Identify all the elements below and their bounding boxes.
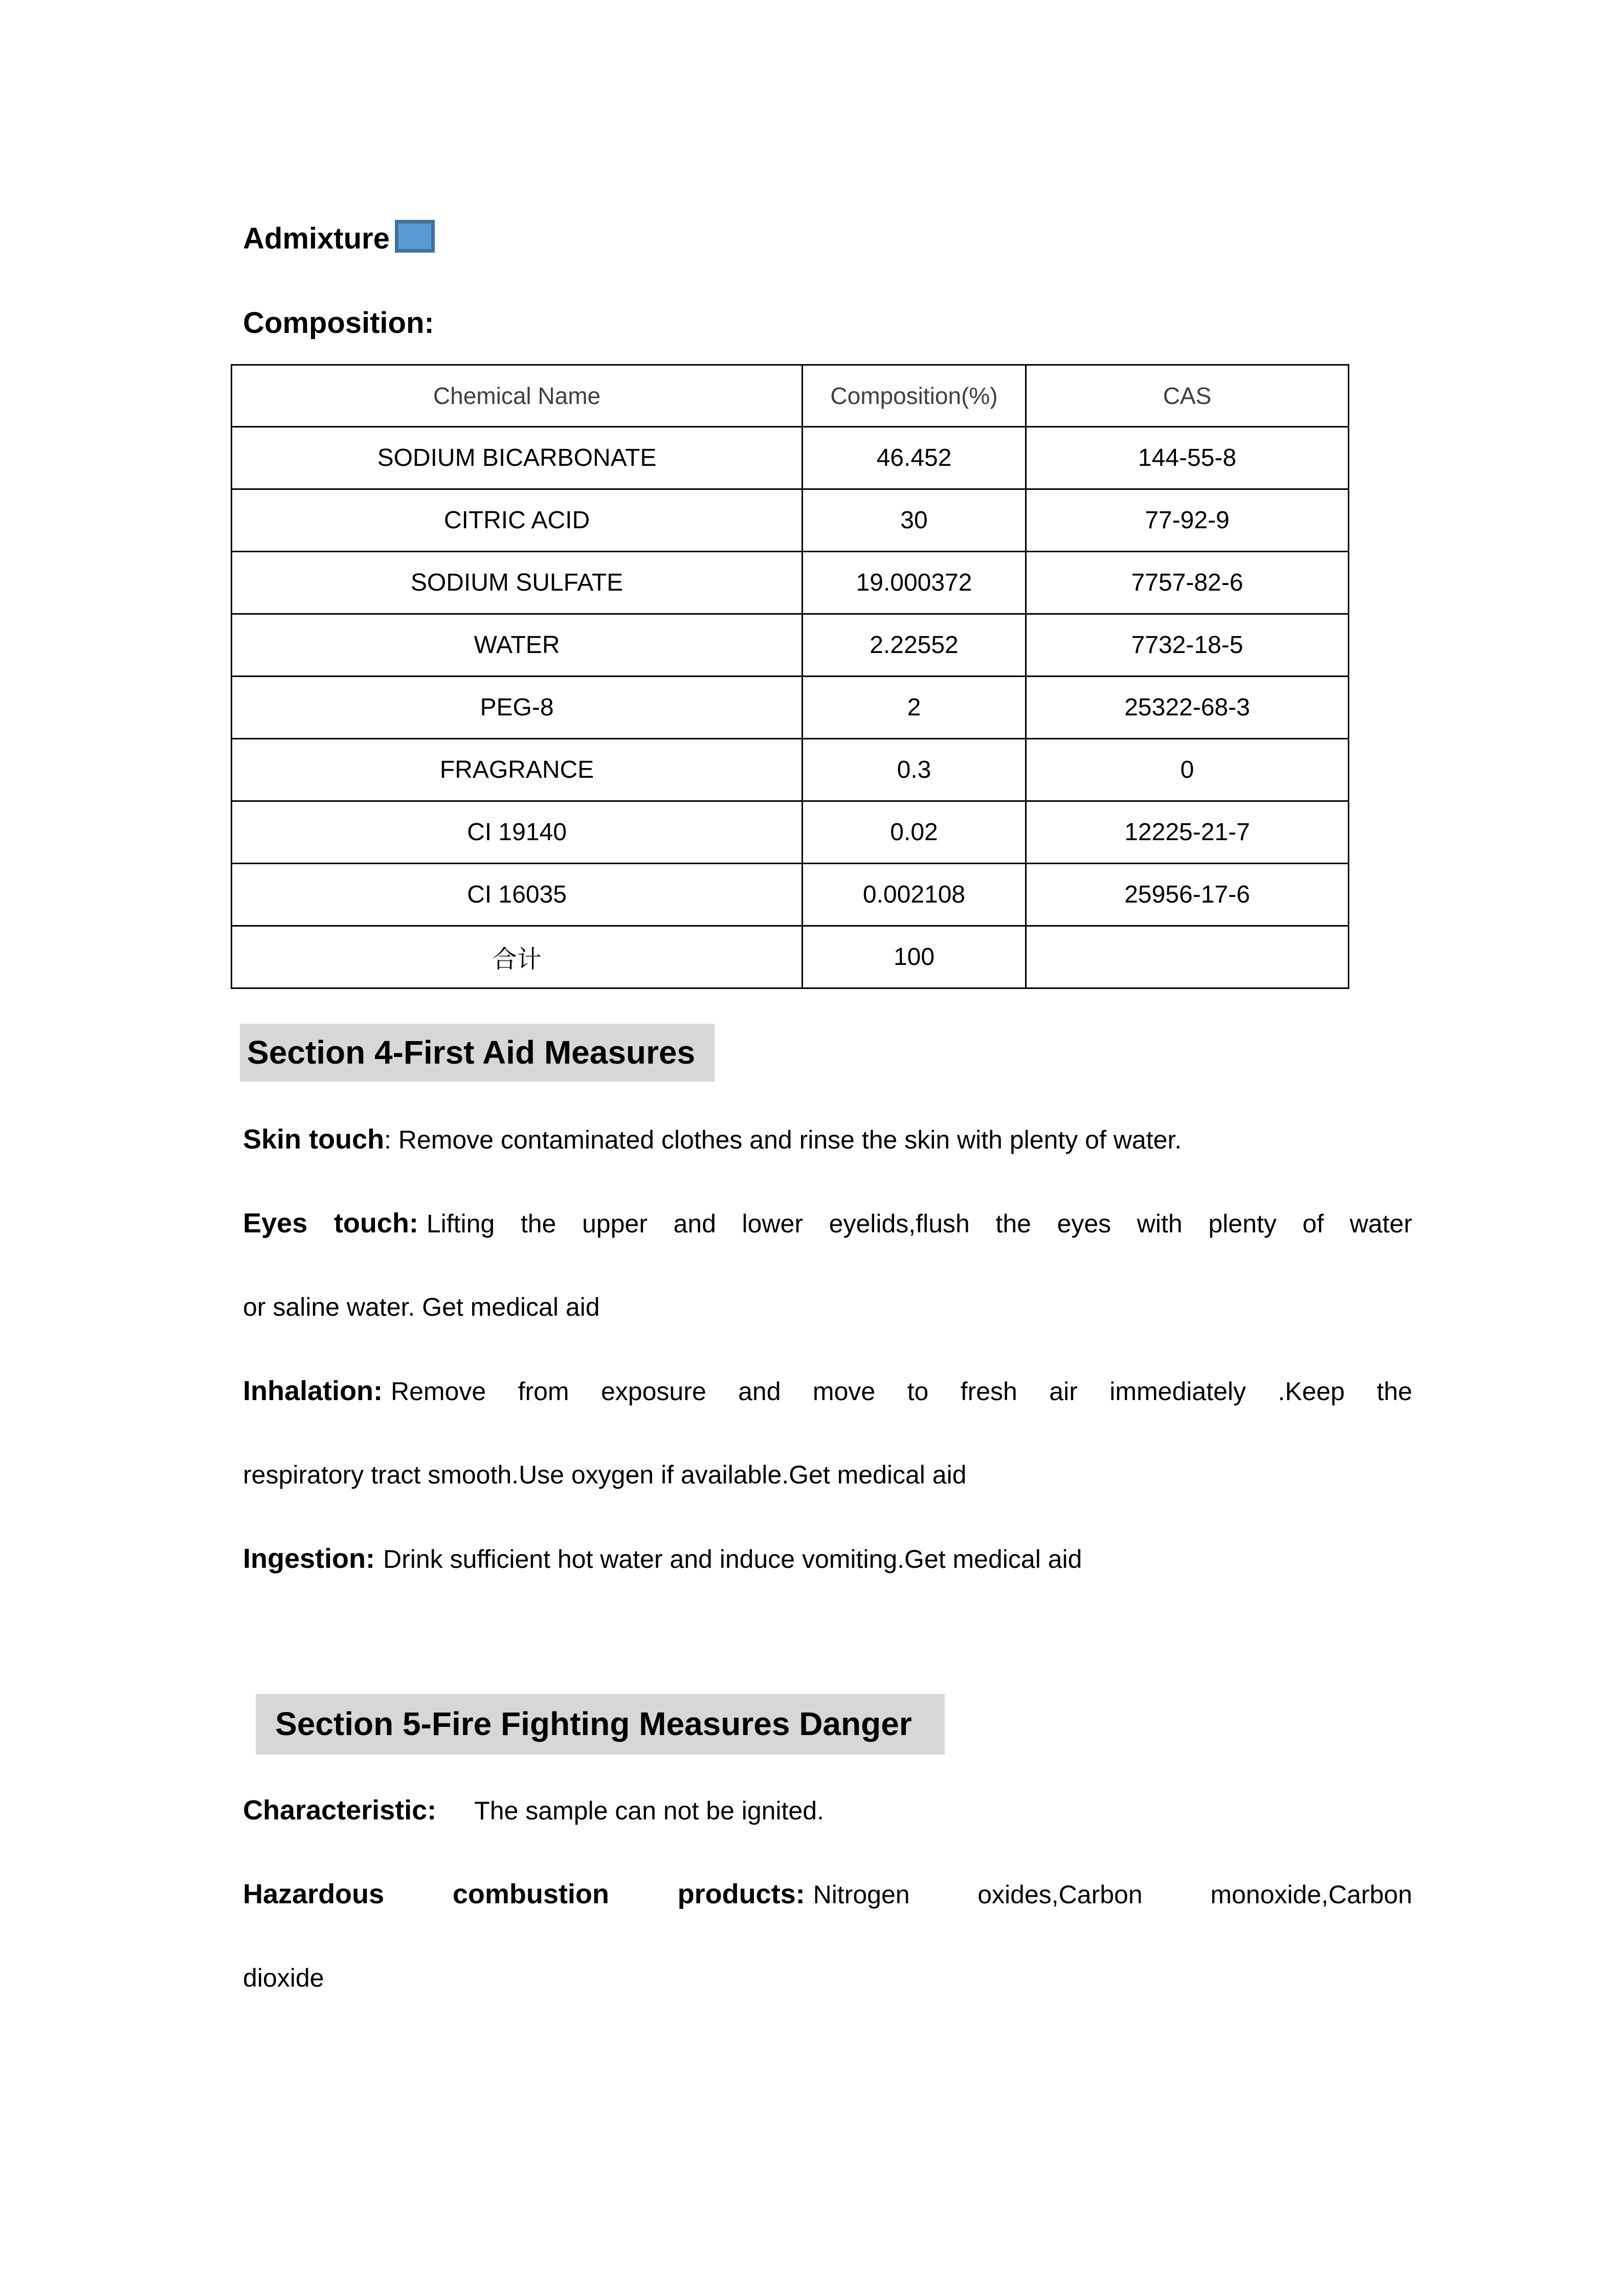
eyes-touch-label: Eyes touch:	[243, 1208, 418, 1239]
table-row	[232, 677, 1349, 739]
table-row	[232, 427, 1349, 489]
table-row	[232, 926, 1349, 988]
table-cell: 77-92-9	[1026, 489, 1349, 552]
table-cell: CI 16035	[232, 864, 803, 926]
ingestion-line	[243, 1517, 1412, 1601]
table-cell: CI 19140	[232, 801, 803, 864]
page-title	[243, 220, 435, 256]
table-cell: 25322-68-3	[1026, 677, 1349, 739]
table-cell: 7757-82-6	[1026, 552, 1349, 614]
table-row	[232, 489, 1349, 552]
characteristic-text: The sample can not be ignited.	[474, 1796, 824, 1825]
table-cell: 0.02	[803, 801, 1026, 864]
eyes-touch-line	[243, 1181, 1412, 1265]
composition-heading: Composition:	[243, 306, 434, 340]
inhalation-line-2: respiratory tract smooth.Use oxygen if available.Get medical aid	[243, 1460, 967, 1489]
hazardous-combustion-label: Hazardous combustion products:	[243, 1879, 805, 1909]
section5-heading	[256, 1694, 945, 1754]
blue-square-swatch	[395, 220, 435, 253]
column-header-chemical-name: Chemical Name	[232, 365, 803, 427]
table-header-row	[232, 365, 1349, 427]
hazardous-combustion-line-2: dioxide	[243, 1964, 324, 1992]
table-cell: 7732-18-5	[1026, 614, 1349, 677]
eyes-touch-line-2: or saline water. Get medical aid	[243, 1293, 600, 1321]
section4-heading	[240, 1024, 715, 1082]
inhalation-label: Inhalation:	[243, 1376, 383, 1406]
table-cell: 2.22552	[803, 614, 1026, 677]
section5-heading-text: Section 5-Fire Fighting Measures Danger	[256, 1694, 945, 1754]
table-cell	[1026, 926, 1349, 988]
skin-touch-line	[243, 1097, 1412, 1181]
table-cell: SODIUM SULFATE	[232, 552, 803, 614]
column-header-cas: CAS	[1026, 365, 1349, 427]
page-title-text: Admixture	[243, 222, 390, 255]
composition-table	[231, 364, 1349, 989]
table-cell: CITRIC ACID	[232, 489, 803, 552]
inhalation-line	[243, 1349, 1412, 1433]
skin-touch-text: : Remove contaminated clothes and rinse the skin with plenty of water.	[384, 1126, 1182, 1154]
hazardous-combustion-text: Nitrogen oxides,Carbon monoxide,Carbon	[813, 1880, 1412, 1909]
table-cell: 46.452	[803, 427, 1026, 489]
table-cell: 100	[803, 926, 1026, 988]
characteristic-line	[243, 1768, 1412, 1852]
table-cell: 0.3	[803, 739, 1026, 801]
table-cell: 合计	[232, 926, 803, 988]
table-cell: 19.000372	[803, 552, 1026, 614]
skin-touch-label: Skin touch	[243, 1124, 385, 1155]
inhalation-text: Remove from exposure and move to fresh air immediately .Keep the	[390, 1377, 1412, 1406]
table-cell: PEG-8	[232, 677, 803, 739]
table-cell: 0	[1026, 739, 1349, 801]
table-cell: 0.002108	[803, 864, 1026, 926]
column-header-composition: Composition(%)	[803, 365, 1026, 427]
section5-body	[243, 1768, 1412, 2020]
table-cell: 30	[803, 489, 1026, 552]
section4-body	[243, 1097, 1412, 1601]
table-row	[232, 614, 1349, 677]
ingestion-text: Drink sufficient hot water and induce vomiting.Get medical aid	[383, 1545, 1082, 1573]
table-row	[232, 552, 1349, 614]
table-cell: SODIUM BICARBONATE	[232, 427, 803, 489]
table-cell: 12225-21-7	[1026, 801, 1349, 864]
table-row	[232, 801, 1349, 864]
table-row	[232, 739, 1349, 801]
table-cell: WATER	[232, 614, 803, 677]
table-cell: 2	[803, 677, 1026, 739]
table-cell: 25956-17-6	[1026, 864, 1349, 926]
characteristic-label: Characteristic:	[243, 1795, 437, 1826]
eyes-touch-text: Lifting the upper and lower eyelids,flush the eyes with plenty of water	[426, 1209, 1412, 1238]
table-cell: 144-55-8	[1026, 427, 1349, 489]
table-cell: FRAGRANCE	[232, 739, 803, 801]
section4-heading-text: Section 4-First Aid Measures	[240, 1024, 715, 1082]
table-row	[232, 864, 1349, 926]
hazardous-combustion-line	[243, 1852, 1412, 1936]
ingestion-label: Ingestion:	[243, 1543, 375, 1574]
